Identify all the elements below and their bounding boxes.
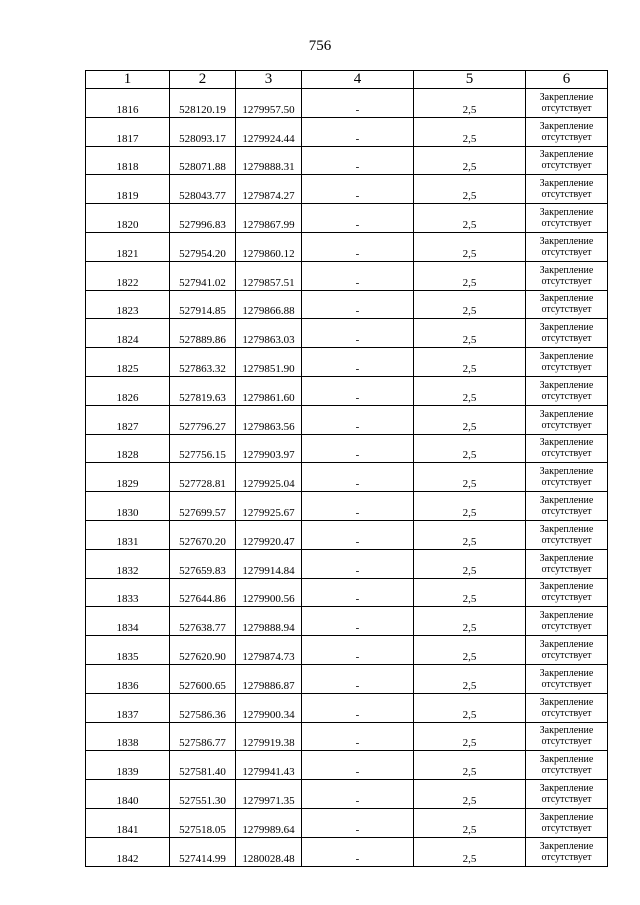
- table-cell-point-number: 1840: [86, 780, 170, 809]
- table-cell-coordinate-x: 527863.32: [170, 348, 236, 377]
- table-cell-coordinate-x: 527586.77: [170, 722, 236, 751]
- table-row: [86, 232, 608, 261]
- table-cell-column-4-value: -: [302, 492, 414, 521]
- table-cell-coordinate-x: 527699.57: [170, 492, 236, 521]
- table-cell-coordinate-y: 1279866.88: [236, 290, 302, 319]
- table-cell-point-number: 1829: [86, 463, 170, 492]
- table-cell-fixing-status: Закрепление отсутствует: [526, 693, 608, 722]
- table-cell-column-4-value: -: [302, 549, 414, 578]
- table-cell-fixing-status: Закрепление отсутствует: [526, 89, 608, 118]
- table-cell-column-4-value: -: [302, 837, 414, 866]
- table-cell-fixing-status: Закрепление отсутствует: [526, 578, 608, 607]
- table-row: [86, 664, 608, 693]
- table-cell-column-4-value: -: [302, 693, 414, 722]
- table-cell-coordinate-x: 527518.05: [170, 808, 236, 837]
- table-cell-column-5-value: 2,5: [414, 549, 526, 578]
- table-row: [86, 405, 608, 434]
- table-cell-column-5-value: 2,5: [414, 837, 526, 866]
- table-cell-column-5-value: 2,5: [414, 520, 526, 549]
- table-cell-point-number: 1817: [86, 117, 170, 146]
- table-cell-coordinate-y: 1279857.51: [236, 261, 302, 290]
- table-row: [86, 376, 608, 405]
- table-cell-coordinate-y: 1279900.56: [236, 578, 302, 607]
- table-cell-fixing-status: Закрепление отсутствует: [526, 837, 608, 866]
- table-cell-fixing-status: Закрепление отсутствует: [526, 664, 608, 693]
- table-cell-fixing-status: Закрепление отсутствует: [526, 808, 608, 837]
- column-header-2: 2: [170, 71, 236, 89]
- header-row: [86, 71, 608, 89]
- table-cell-coordinate-y: 1279861.60: [236, 376, 302, 405]
- table-cell-point-number: 1837: [86, 693, 170, 722]
- table-cell-column-5-value: 2,5: [414, 492, 526, 521]
- table-cell-coordinate-y: 1279957.50: [236, 89, 302, 118]
- table-cell-coordinate-x: 528043.77: [170, 175, 236, 204]
- table-cell-coordinate-y: 1279863.03: [236, 319, 302, 348]
- table-cell-column-5-value: 2,5: [414, 261, 526, 290]
- table-body: [86, 89, 608, 867]
- table-cell-coordinate-x: 528120.19: [170, 89, 236, 118]
- table-cell-column-4-value: -: [302, 89, 414, 118]
- table-row: [86, 434, 608, 463]
- table-cell-column-4-value: -: [302, 405, 414, 434]
- table-cell-column-5-value: 2,5: [414, 751, 526, 780]
- coordinates-table: [85, 70, 608, 867]
- table-cell-column-4-value: -: [302, 204, 414, 233]
- table-cell-fixing-status: Закрепление отсутствует: [526, 232, 608, 261]
- table-cell-coordinate-x: 527620.90: [170, 636, 236, 665]
- table-cell-point-number: 1820: [86, 204, 170, 233]
- table-cell-point-number: 1825: [86, 348, 170, 377]
- table-cell-column-5-value: 2,5: [414, 434, 526, 463]
- table-cell-column-4-value: -: [302, 348, 414, 377]
- table-cell-coordinate-y: 1279924.44: [236, 117, 302, 146]
- table-cell-point-number: 1823: [86, 290, 170, 319]
- table-cell-coordinate-x: 527728.81: [170, 463, 236, 492]
- table-cell-coordinate-y: 1279874.27: [236, 175, 302, 204]
- column-header-3: 3: [236, 71, 302, 89]
- table-cell-fixing-status: Закрепление отсутствует: [526, 146, 608, 175]
- table-cell-fixing-status: Закрепление отсутствует: [526, 434, 608, 463]
- table-cell-coordinate-x: 527581.40: [170, 751, 236, 780]
- table-cell-coordinate-x: 527670.20: [170, 520, 236, 549]
- table-cell-column-4-value: -: [302, 376, 414, 405]
- table-cell-coordinate-x: 527756.15: [170, 434, 236, 463]
- column-header-5: 5: [414, 71, 526, 89]
- table-row: [86, 204, 608, 233]
- table-row: [86, 290, 608, 319]
- table-cell-column-4-value: -: [302, 261, 414, 290]
- table-cell-coordinate-y: 1279900.34: [236, 693, 302, 722]
- table-cell-column-5-value: 2,5: [414, 463, 526, 492]
- table-cell-coordinate-x: 527954.20: [170, 232, 236, 261]
- table-cell-point-number: 1842: [86, 837, 170, 866]
- table-cell-fixing-status: Закрепление отсутствует: [526, 751, 608, 780]
- table-cell-coordinate-x: 527914.85: [170, 290, 236, 319]
- table-cell-coordinate-y: 1279919.38: [236, 722, 302, 751]
- table-cell-coordinate-y: 1279989.64: [236, 808, 302, 837]
- table-cell-coordinate-x: 527600.65: [170, 664, 236, 693]
- table-cell-column-4-value: -: [302, 607, 414, 636]
- table-cell-point-number: 1841: [86, 808, 170, 837]
- table-cell-coordinate-y: 1279874.73: [236, 636, 302, 665]
- table-cell-coordinate-y: 1279888.31: [236, 146, 302, 175]
- table-cell-coordinate-y: 1279941.43: [236, 751, 302, 780]
- table-row: [86, 261, 608, 290]
- table-row: [86, 693, 608, 722]
- table-cell-coordinate-y: 1279886.87: [236, 664, 302, 693]
- table-cell-column-4-value: -: [302, 808, 414, 837]
- table-cell-column-5-value: 2,5: [414, 348, 526, 377]
- table-row: [86, 520, 608, 549]
- table-cell-fixing-status: Закрепление отсутствует: [526, 319, 608, 348]
- table-cell-column-4-value: -: [302, 319, 414, 348]
- table-cell-column-5-value: 2,5: [414, 780, 526, 809]
- table-cell-coordinate-x: 527996.83: [170, 204, 236, 233]
- table-cell-point-number: 1836: [86, 664, 170, 693]
- table-cell-column-4-value: -: [302, 290, 414, 319]
- table-cell-coordinate-x: 527819.63: [170, 376, 236, 405]
- table-row: [86, 549, 608, 578]
- table-row: [86, 89, 608, 118]
- table-row: [86, 117, 608, 146]
- table-cell-coordinate-x: 527644.86: [170, 578, 236, 607]
- table-cell-coordinate-y: 1279971.35: [236, 780, 302, 809]
- table-cell-coordinate-y: 1279914.84: [236, 549, 302, 578]
- table-row: [86, 348, 608, 377]
- table-row: [86, 751, 608, 780]
- table-cell-coordinate-x: 527796.27: [170, 405, 236, 434]
- table-cell-column-5-value: 2,5: [414, 607, 526, 636]
- table-cell-column-4-value: -: [302, 117, 414, 146]
- table-cell-coordinate-y: 1279925.04: [236, 463, 302, 492]
- table-cell-coordinate-x: 527586.36: [170, 693, 236, 722]
- table-cell-coordinate-x: 527941.02: [170, 261, 236, 290]
- table-cell-column-5-value: 2,5: [414, 693, 526, 722]
- table-cell-fixing-status: Закрепление отсутствует: [526, 607, 608, 636]
- table-cell-point-number: 1832: [86, 549, 170, 578]
- table-cell-point-number: 1835: [86, 636, 170, 665]
- table-row: [86, 463, 608, 492]
- table-cell-column-5-value: 2,5: [414, 117, 526, 146]
- table-cell-column-5-value: 2,5: [414, 232, 526, 261]
- table-cell-column-5-value: 2,5: [414, 376, 526, 405]
- table-cell-coordinate-x: 527414.99: [170, 837, 236, 866]
- table-cell-column-4-value: -: [302, 520, 414, 549]
- table-cell-column-5-value: 2,5: [414, 290, 526, 319]
- table-cell-point-number: 1826: [86, 376, 170, 405]
- table-cell-point-number: 1819: [86, 175, 170, 204]
- table-cell-column-5-value: 2,5: [414, 405, 526, 434]
- table-cell-fixing-status: Закрепление отсутствует: [526, 204, 608, 233]
- table-cell-point-number: 1816: [86, 89, 170, 118]
- table-cell-column-5-value: 2,5: [414, 146, 526, 175]
- table-cell-column-5-value: 2,5: [414, 664, 526, 693]
- table-cell-fixing-status: Закрепление отсутствует: [526, 175, 608, 204]
- table-cell-column-4-value: -: [302, 664, 414, 693]
- column-header-4: 4: [302, 71, 414, 89]
- table-cell-point-number: 1838: [86, 722, 170, 751]
- table-cell-column-4-value: -: [302, 780, 414, 809]
- table-row: [86, 808, 608, 837]
- table-cell-column-4-value: -: [302, 434, 414, 463]
- table-cell-coordinate-y: 1279863.56: [236, 405, 302, 434]
- table-cell-point-number: 1822: [86, 261, 170, 290]
- table-cell-coordinate-x: 527889.86: [170, 319, 236, 348]
- table-row: [86, 837, 608, 866]
- table-cell-point-number: 1830: [86, 492, 170, 521]
- table-cell-column-4-value: -: [302, 232, 414, 261]
- table-cell-column-4-value: -: [302, 722, 414, 751]
- table-cell-coordinate-y: 1279925.67: [236, 492, 302, 521]
- table-cell-coordinate-x: 527638.77: [170, 607, 236, 636]
- table-cell-fixing-status: Закрепление отсутствует: [526, 520, 608, 549]
- table-cell-column-4-value: -: [302, 578, 414, 607]
- table-cell-fixing-status: Закрепление отсутствует: [526, 636, 608, 665]
- table-row: [86, 319, 608, 348]
- table-cell-coordinate-y: 1279888.94: [236, 607, 302, 636]
- table-cell-fixing-status: Закрепление отсутствует: [526, 261, 608, 290]
- table-row: [86, 175, 608, 204]
- table-row: [86, 492, 608, 521]
- table-cell-fixing-status: Закрепление отсутствует: [526, 405, 608, 434]
- table-cell-fixing-status: Закрепление отсутствует: [526, 463, 608, 492]
- table-cell-coordinate-x: 527551.30: [170, 780, 236, 809]
- table-cell-point-number: 1818: [86, 146, 170, 175]
- table-cell-column-4-value: -: [302, 146, 414, 175]
- table-cell-column-5-value: 2,5: [414, 175, 526, 204]
- table-cell-column-5-value: 2,5: [414, 89, 526, 118]
- table-cell-fixing-status: Закрепление отсутствует: [526, 549, 608, 578]
- column-header-6: 6: [526, 71, 608, 89]
- table-cell-column-4-value: -: [302, 751, 414, 780]
- table-row: [86, 636, 608, 665]
- table-cell-coordinate-x: 528093.17: [170, 117, 236, 146]
- table-cell-fixing-status: Закрепление отсутствует: [526, 290, 608, 319]
- table-cell-point-number: 1834: [86, 607, 170, 636]
- table-cell-column-4-value: -: [302, 636, 414, 665]
- table-cell-fixing-status: Закрепление отсутствует: [526, 376, 608, 405]
- table-cell-fixing-status: Закрепление отсутствует: [526, 492, 608, 521]
- table-cell-column-4-value: -: [302, 175, 414, 204]
- table-row: [86, 607, 608, 636]
- table-cell-coordinate-y: 1279851.90: [236, 348, 302, 377]
- table-cell-coordinate-y: 1279860.12: [236, 232, 302, 261]
- table-cell-fixing-status: Закрепление отсутствует: [526, 780, 608, 809]
- table-cell-point-number: 1839: [86, 751, 170, 780]
- table-row: [86, 780, 608, 809]
- table-row: [86, 578, 608, 607]
- table-row: [86, 722, 608, 751]
- page-number: 756: [308, 38, 332, 54]
- table-cell-point-number: 1821: [86, 232, 170, 261]
- table-cell-column-5-value: 2,5: [414, 722, 526, 751]
- table-cell-column-5-value: 2,5: [414, 808, 526, 837]
- column-header-1: 1: [86, 71, 170, 89]
- table-cell-coordinate-y: 1279867.99: [236, 204, 302, 233]
- table-row: [86, 146, 608, 175]
- table-cell-coordinate-x: 528071.88: [170, 146, 236, 175]
- table-cell-coordinate-y: 1279920.47: [236, 520, 302, 549]
- table-cell-point-number: 1827: [86, 405, 170, 434]
- table-cell-column-5-value: 2,5: [414, 578, 526, 607]
- table-cell-coordinate-x: 527659.83: [170, 549, 236, 578]
- table-cell-point-number: 1831: [86, 520, 170, 549]
- table-cell-coordinate-y: 1279903.97: [236, 434, 302, 463]
- table-cell-column-4-value: -: [302, 463, 414, 492]
- table-cell-column-5-value: 2,5: [414, 636, 526, 665]
- table-cell-point-number: 1824: [86, 319, 170, 348]
- table-cell-column-5-value: 2,5: [414, 204, 526, 233]
- table-cell-fixing-status: Закрепление отсутствует: [526, 348, 608, 377]
- table-cell-column-5-value: 2,5: [414, 319, 526, 348]
- table-cell-fixing-status: Закрепление отсутствует: [526, 722, 608, 751]
- table-cell-point-number: 1833: [86, 578, 170, 607]
- table-cell-point-number: 1828: [86, 434, 170, 463]
- table-cell-coordinate-y: 1280028.48: [236, 837, 302, 866]
- table-cell-fixing-status: Закрепление отсутствует: [526, 117, 608, 146]
